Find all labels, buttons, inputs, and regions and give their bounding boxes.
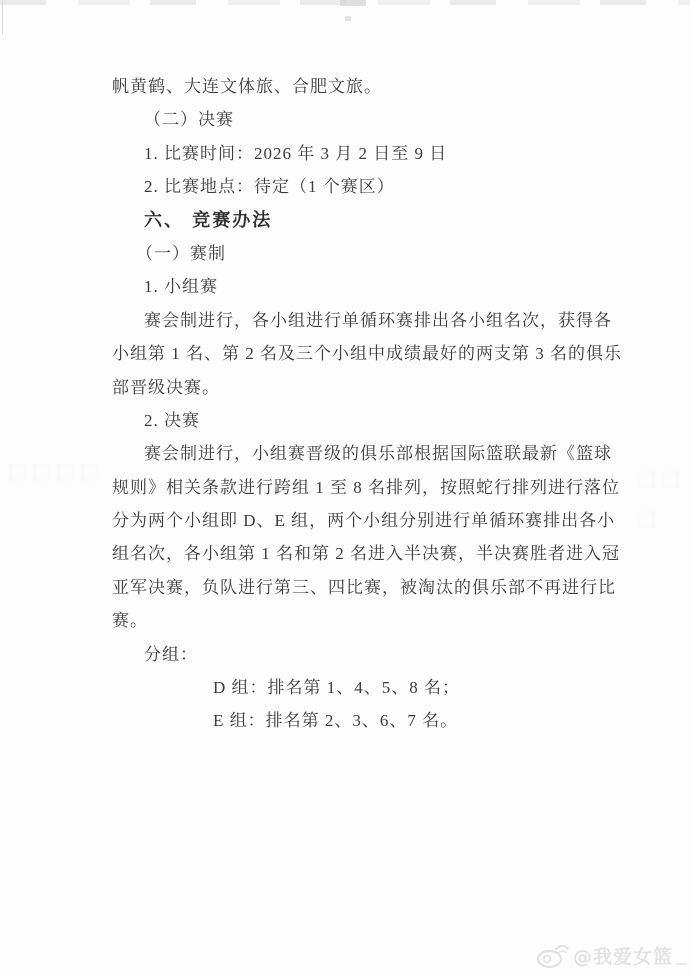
doc-line-group-d: D 组：排名第 1、4、5、8 名； (213, 678, 461, 698)
doc-line: 赛。 (112, 611, 148, 631)
section-heading: 六、 竞赛办法 (144, 209, 273, 231)
scan-artifact-dark-dash (340, 0, 366, 6)
doc-line-group-e: E 组：排名第 2、3、6、7 名。 (213, 711, 459, 731)
doc-line-subheading: 2. 决赛 (144, 410, 200, 430)
doc-line: 规则》相关条款进行跨组 1 至 8 名排列，按照蛇行排列进行落位 (112, 477, 620, 497)
doc-line: 组名次，各小组第 1 名和第 2 名进入半决赛，半决赛胜者进入冠 (112, 544, 620, 564)
scan-artifact-left-line (2, 0, 3, 34)
doc-line: 帆黄鹤、大连文体旅、合肥文旅。 (112, 77, 382, 96)
scan-artifact-ghost-right (634, 462, 686, 542)
doc-line: 小组第 1 名、第 2 名及三个小组中成绩最好的两支第 3 名的俱乐 (112, 344, 622, 364)
doc-line: 部晋级决赛。 (112, 377, 220, 397)
doc-line: 赛会制进行，各小组进行单循环赛排出各小组名次，获得各 (144, 310, 612, 330)
doc-line-subheading: 1. 小组赛 (144, 277, 218, 297)
doc-line-groups-label: 分组： (144, 644, 198, 664)
scan-artifact-speck (345, 16, 351, 21)
doc-line-subheading: （一）赛制 (136, 243, 226, 263)
watermark-underscore (676, 963, 687, 965)
doc-line: 亚军决赛，负队进行第三、四比赛，被淘汰的俱乐部不再进行比 (112, 577, 616, 597)
doc-line: 赛会制进行，小组赛晋级的俱乐部根据国际篮联最新《篮球 (144, 444, 612, 464)
doc-line-match-venue: 2. 比赛地点：待定（1 个赛区） (144, 177, 395, 197)
doc-line-match-time: 1. 比赛时间：2026 年 3 月 2 日至 9 日 (144, 143, 448, 163)
watermark (536, 941, 687, 969)
doc-line: 分为两个小组即 D、E 组，两个小组分别进行单循环赛排出各小 (112, 511, 616, 531)
watermark-handle: @我爱女篮 (572, 945, 673, 968)
scan-artifact-ghost-left (6, 455, 102, 495)
doc-line-subheading: （二）决赛 (144, 110, 234, 130)
document-body (112, 70, 622, 738)
weibo-icon (536, 941, 570, 969)
